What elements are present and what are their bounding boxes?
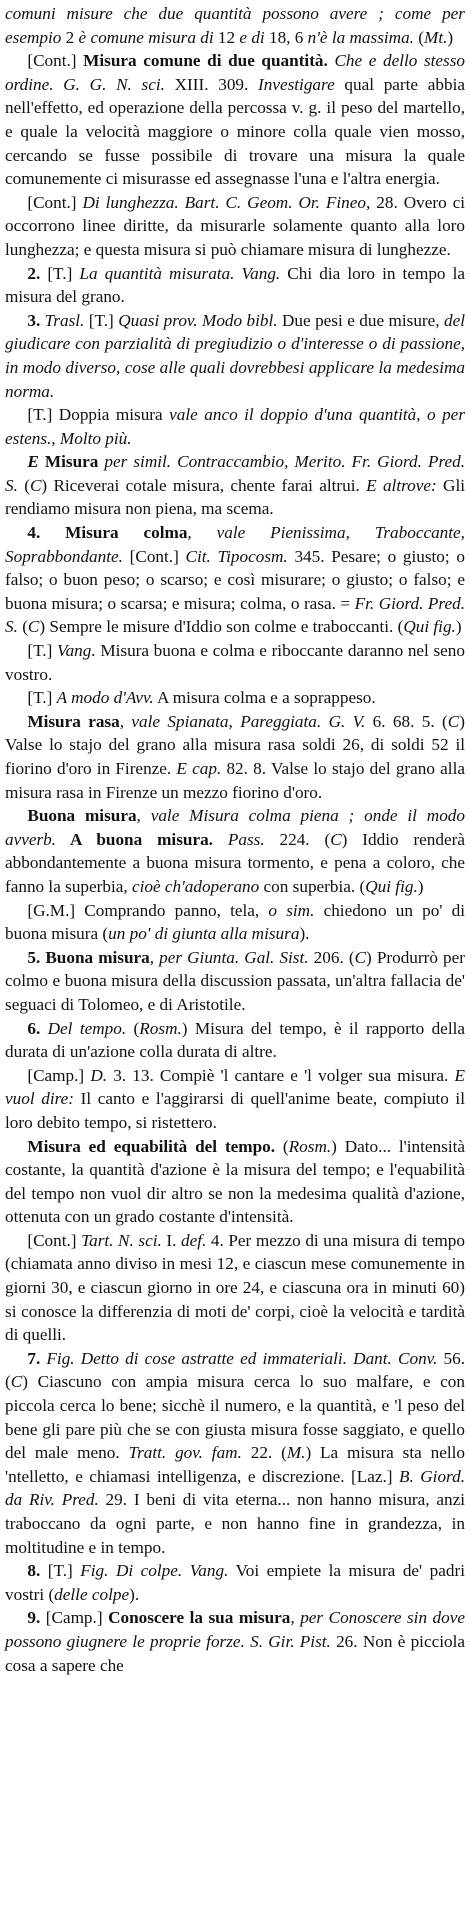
- text-segment: D.: [90, 1065, 108, 1085]
- text-segment: 18: [268, 27, 287, 47]
- text-segment: [T.]: [84, 310, 119, 330]
- text-segment: A misura colma e a soprappeso.: [153, 688, 376, 708]
- text-segment: ) Ciascuno con ampia misura cerca lo suo malfare, e con piccola cerca lo bene; sicchè il numero, e la quantità, e 'l peso del bene gli pare più che se con giusta misura fosse saggiato, e quello del male meno.: [5, 1372, 465, 1463]
- dictionary-paragraph: [5, 309, 465, 403]
- dictionary-paragraph: [5, 49, 465, 191]
- text-segment: ) Iddio renderà abbondantemente a buona misura tormento, e pena a coloro, che fanno la superbia,: [5, 829, 465, 896]
- text-segment: ) Valse lo stajo del grano alla misura rasa soldi 26, di soldi 52 il fiorino d'oro in Firenze.: [5, 711, 465, 778]
- text-segment: 6: [294, 27, 304, 47]
- text-segment: [Cont.]: [27, 192, 83, 212]
- text-segment: C: [29, 475, 42, 495]
- text-segment: chiedono un po' di buona misura (: [5, 900, 465, 944]
- text-segment: Cit. Tipocosm.: [185, 546, 288, 566]
- dictionary-paragraph: [5, 1347, 465, 1559]
- dictionary-paragraph: [5, 1017, 465, 1064]
- text-segment: 28. Overo ci occorrono linee diritte, da misurarle solamente quanto alla loro lunghezza; e questa misura si può chiamare misura di lunghezze.: [5, 192, 466, 259]
- text-segment: vale anco il doppio d'una quantità, o per estens.,: [5, 405, 466, 448]
- text-segment: Trasl.: [40, 310, 85, 330]
- text-segment: e di: [235, 27, 269, 47]
- text-segment: Misura ed equabilità del tempo.: [27, 1136, 276, 1156]
- text-segment: 3. 13. Compiè 'l cantare e 'l volger sua misura.: [107, 1065, 455, 1085]
- dictionary-paragraph: [5, 262, 465, 309]
- text-segment: 82. 8. Valse lo stajo del grano alla misura rasa in Firenze un mezzo fiorino d'oro.: [5, 759, 465, 802]
- dictionary-paragraph: [5, 946, 465, 1017]
- text-segment: ).: [129, 1584, 140, 1604]
- dictionary-paragraph: [5, 710, 465, 804]
- text-segment: Del tempo.: [40, 1018, 127, 1038]
- text-segment: 4. Misura colma: [27, 523, 188, 543]
- dictionary-paragraph: [5, 450, 465, 521]
- text-segment: (: [418, 27, 425, 47]
- text-column: [5, 2, 465, 1677]
- dictionary-paragraph: [5, 1229, 465, 1347]
- text-segment: Investigare: [258, 74, 335, 94]
- text-segment: , vale Misura colma piena ; onde il modo avverb.: [5, 806, 465, 849]
- text-segment: Fig. Di colpe. Vang.: [80, 1561, 229, 1581]
- text-segment: [G.M.] Comprando panno, tela,: [27, 900, 269, 920]
- text-segment: 5. Buona misura: [27, 947, 150, 967]
- text-segment: ) La misura sta nello 'ntelletto, e chiamasi intelligenza, e discrezione. [Laz.]: [5, 1443, 466, 1486]
- text-segment: Fr. Giord. Pred. S.: [5, 593, 465, 637]
- text-segment: C: [330, 829, 342, 849]
- text-segment: Chi dia loro in tempo la misura del grano.: [5, 263, 465, 307]
- dictionary-paragraph: [5, 1559, 465, 1606]
- text-segment: 8.: [27, 1561, 41, 1581]
- text-segment: Rosm.: [139, 1018, 182, 1038]
- text-segment: Vang.: [57, 641, 96, 661]
- text-segment: ): [455, 617, 462, 637]
- text-segment: , per Giunta. Gal. Sist.: [149, 947, 309, 967]
- text-segment: Conoscere la sua misura: [108, 1608, 291, 1628]
- text-segment: Misura buona e colma e riboccante daranno nel seno vostro.: [5, 641, 465, 684]
- text-segment: [T.]: [40, 1561, 81, 1581]
- text-segment: con superbia. (: [259, 876, 366, 896]
- text-segment: XIII. 309.: [164, 74, 259, 94]
- text-segment: Misura rasa: [27, 711, 120, 731]
- text-segment: 29. I beni di vita eterna... non hanno misura, anzi traboccano da ogni parte, e non hanno fine in grandezza, in moltitudine e in tempo.: [5, 1490, 465, 1557]
- text-segment: Misura comune di due quantità.: [83, 51, 328, 71]
- text-segment: A modo d'Avv.: [56, 688, 154, 708]
- text-segment: ).: [299, 924, 310, 944]
- text-segment: def.: [181, 1230, 207, 1250]
- dictionary-paragraph: [5, 521, 465, 639]
- text-segment: E vuol dire:: [5, 1065, 465, 1109]
- text-segment: o sim.: [268, 900, 315, 920]
- text-segment: ): [447, 27, 454, 47]
- text-segment: 345. Pesare; o giusto; o falso; o buon peso; o scarso; e così misurare; o giusto; o falso; e buona misura; o scarsa; e misura; colma, o rasa. =: [5, 546, 465, 613]
- text-segment: Buona misura: [27, 806, 137, 826]
- dictionary-paragraph: [5, 1135, 465, 1229]
- text-segment: I.: [161, 1230, 181, 1250]
- text-segment: (: [17, 475, 30, 495]
- text-segment: Molto più.: [59, 428, 132, 448]
- dictionary-paragraph: [5, 899, 465, 946]
- text-segment: Due pesi e due misure,: [277, 310, 445, 330]
- text-segment: ) Sempre le misure d'Iddio son colme e traboccanti. (: [39, 617, 404, 637]
- text-segment: Che e dello stesso ordine. G. G. N. sci.: [5, 51, 466, 94]
- dictionary-paragraph: [5, 403, 465, 450]
- text-segment: M.: [286, 1443, 306, 1463]
- text-segment: [T.]: [27, 641, 57, 661]
- text-segment: Tart. N. sci.: [81, 1230, 162, 1250]
- text-segment: E: [27, 452, 39, 472]
- dictionary-paragraph: [5, 639, 465, 686]
- text-segment: per simil. Contraccambio, Merito. Fr. Giord. Pred. S.: [5, 452, 466, 495]
- text-segment: [T.]: [27, 688, 57, 708]
- text-segment: comuni misure che due quantità possono avere ; come per esempio: [5, 4, 465, 47]
- text-segment: (: [17, 617, 28, 637]
- text-segment: [Cont.]: [27, 51, 84, 71]
- text-segment: Qui fig.: [403, 617, 456, 637]
- text-segment: ) Misura del tempo, è il rapporto della durata di un'azione colla durata di altre.: [5, 1018, 465, 1062]
- text-segment: Rosm.: [288, 1136, 332, 1156]
- text-segment: [T.] Doppia misura: [27, 405, 170, 425]
- text-segment: Di lunghezza. Bart. C. Geom. Or. Fineo,: [82, 192, 371, 212]
- text-segment: 22. (: [241, 1443, 287, 1463]
- text-segment: Voi empiete la misura de' padri vostri (: [5, 1561, 465, 1604]
- text-segment: Tratt. gov. fam.: [128, 1443, 242, 1463]
- dictionary-paragraph: [5, 686, 465, 710]
- text-segment: [T.]: [40, 263, 80, 283]
- text-segment: ,: [286, 27, 295, 47]
- text-segment: 2.: [27, 263, 41, 283]
- text-segment: B. Giord. da Riv. Pred.: [5, 1466, 465, 1510]
- text-segment: 3.: [27, 310, 41, 330]
- text-segment: 4. Per mezzo di una misura di tempo (chiamata anno diviso in mesi 12, e ciascun mese comunemente in giorni 30, e ciascun giorno in ore 24, e ciascuna ora in minuti 60) si conosce la differenzia di moti de' corpi, cioè la velocità e tardità di quelli.: [5, 1230, 465, 1345]
- text-segment: 2: [65, 27, 75, 47]
- text-segment: [Cont.]: [122, 546, 186, 566]
- text-segment: 224. (: [264, 829, 331, 849]
- text-segment: C: [10, 1372, 23, 1392]
- text-segment: 12: [217, 27, 236, 47]
- text-segment: Mt.: [424, 27, 448, 47]
- dictionary-paragraph: [5, 1606, 465, 1677]
- text-segment: C: [354, 947, 367, 967]
- dictionary-paragraph: [5, 191, 465, 262]
- text-segment: E altrove:: [366, 475, 437, 495]
- text-segment: E cap.: [176, 759, 222, 778]
- text-segment: ) Riceverai cotale misura, chente farai altrui.: [41, 475, 367, 495]
- text-segment: 56. (: [5, 1348, 465, 1392]
- text-segment: Fig. Detto di cose astratte ed immateriali. Dant. Conv.: [40, 1348, 438, 1368]
- text-segment: C: [447, 711, 460, 731]
- text-segment: 9.: [27, 1608, 41, 1628]
- text-segment: del giudicare con parzialità di pregiudizio o d'interesse o di passione, in modo diverso, cose alle quali dovrebbesi applicare la medesima norma.: [5, 310, 466, 401]
- text-segment: ) Produrrò per colmo e buona misura della discussion passata, un'altra fallacia de' seguaci di Tolomeo, e di Aristotile.: [5, 947, 465, 1014]
- text-segment: un po' di giunta alla misura: [108, 924, 300, 944]
- text-segment: ) Dato... l'intensità costante, la quantità d'azione è la misura del tempo; e l'equabilità del tempo non vuol dir altro se non la medesima qualità d'azione, ottenuta con un grado costante d'intensità.: [5, 1136, 465, 1227]
- text-segment: Misura: [38, 452, 99, 472]
- text-segment: delle colpe: [54, 1584, 130, 1604]
- text-segment: A buona misura.: [56, 829, 213, 849]
- text-segment: Quasi prov. Modo bibl.: [118, 310, 278, 330]
- text-segment: 6. 68. 5. (: [365, 711, 448, 731]
- text-segment: La quantità misurata. Vang.: [79, 263, 281, 283]
- text-segment: (: [275, 1136, 289, 1156]
- dictionary-paragraph: [5, 804, 465, 898]
- text-segment: [Camp.]: [40, 1608, 109, 1628]
- dictionary-paragraph: [5, 2, 465, 49]
- text-segment: Pass.: [212, 829, 265, 849]
- text-segment: è comune misura di: [74, 27, 218, 47]
- text-segment: 6.: [27, 1018, 41, 1038]
- text-segment: ): [417, 876, 424, 896]
- text-segment: n'è la massima.: [303, 27, 419, 47]
- text-segment: 7.: [27, 1348, 41, 1368]
- text-segment: Gli rendiamo misura non piena, ma scema.: [5, 475, 465, 519]
- text-segment: qual parte abbia nell'effetto, ed operazione della percossa v. g. il peso del martello, e quale la velocità maggiore o minore colla quale vien mosso, cercando se fusse possibile di trovare una misura la quale comunemente ci misurasse ed assegnasse l'una e l'altra energia.: [5, 74, 465, 189]
- text-segment: , per Conoscere sin dove possono giugnere le proprie forze. S. Gir. Pist.: [5, 1608, 465, 1651]
- text-segment: , vale Spianata, Pareggiata. G. V.: [119, 711, 366, 731]
- text-segment: [Camp.]: [27, 1065, 91, 1085]
- text-segment: Il canto e l'aggirarsi di quell'anime beate, compiuto il loro debito tempo, si ristettero.: [5, 1089, 465, 1132]
- text-segment: Qui fig.: [365, 876, 418, 896]
- text-segment: [Cont.]: [27, 1230, 82, 1250]
- text-segment: C: [27, 617, 40, 637]
- text-segment: 26. Non è picciola cosa a sapere che: [5, 1631, 465, 1675]
- dictionary-paragraph: [5, 1064, 465, 1135]
- text-segment: (: [126, 1018, 140, 1038]
- text-segment: 206. (: [308, 947, 355, 967]
- text-segment: cioè ch'adoperano: [131, 876, 260, 896]
- text-segment: , vale Pienissima, Traboccante, Soprabbondante.: [5, 523, 465, 566]
